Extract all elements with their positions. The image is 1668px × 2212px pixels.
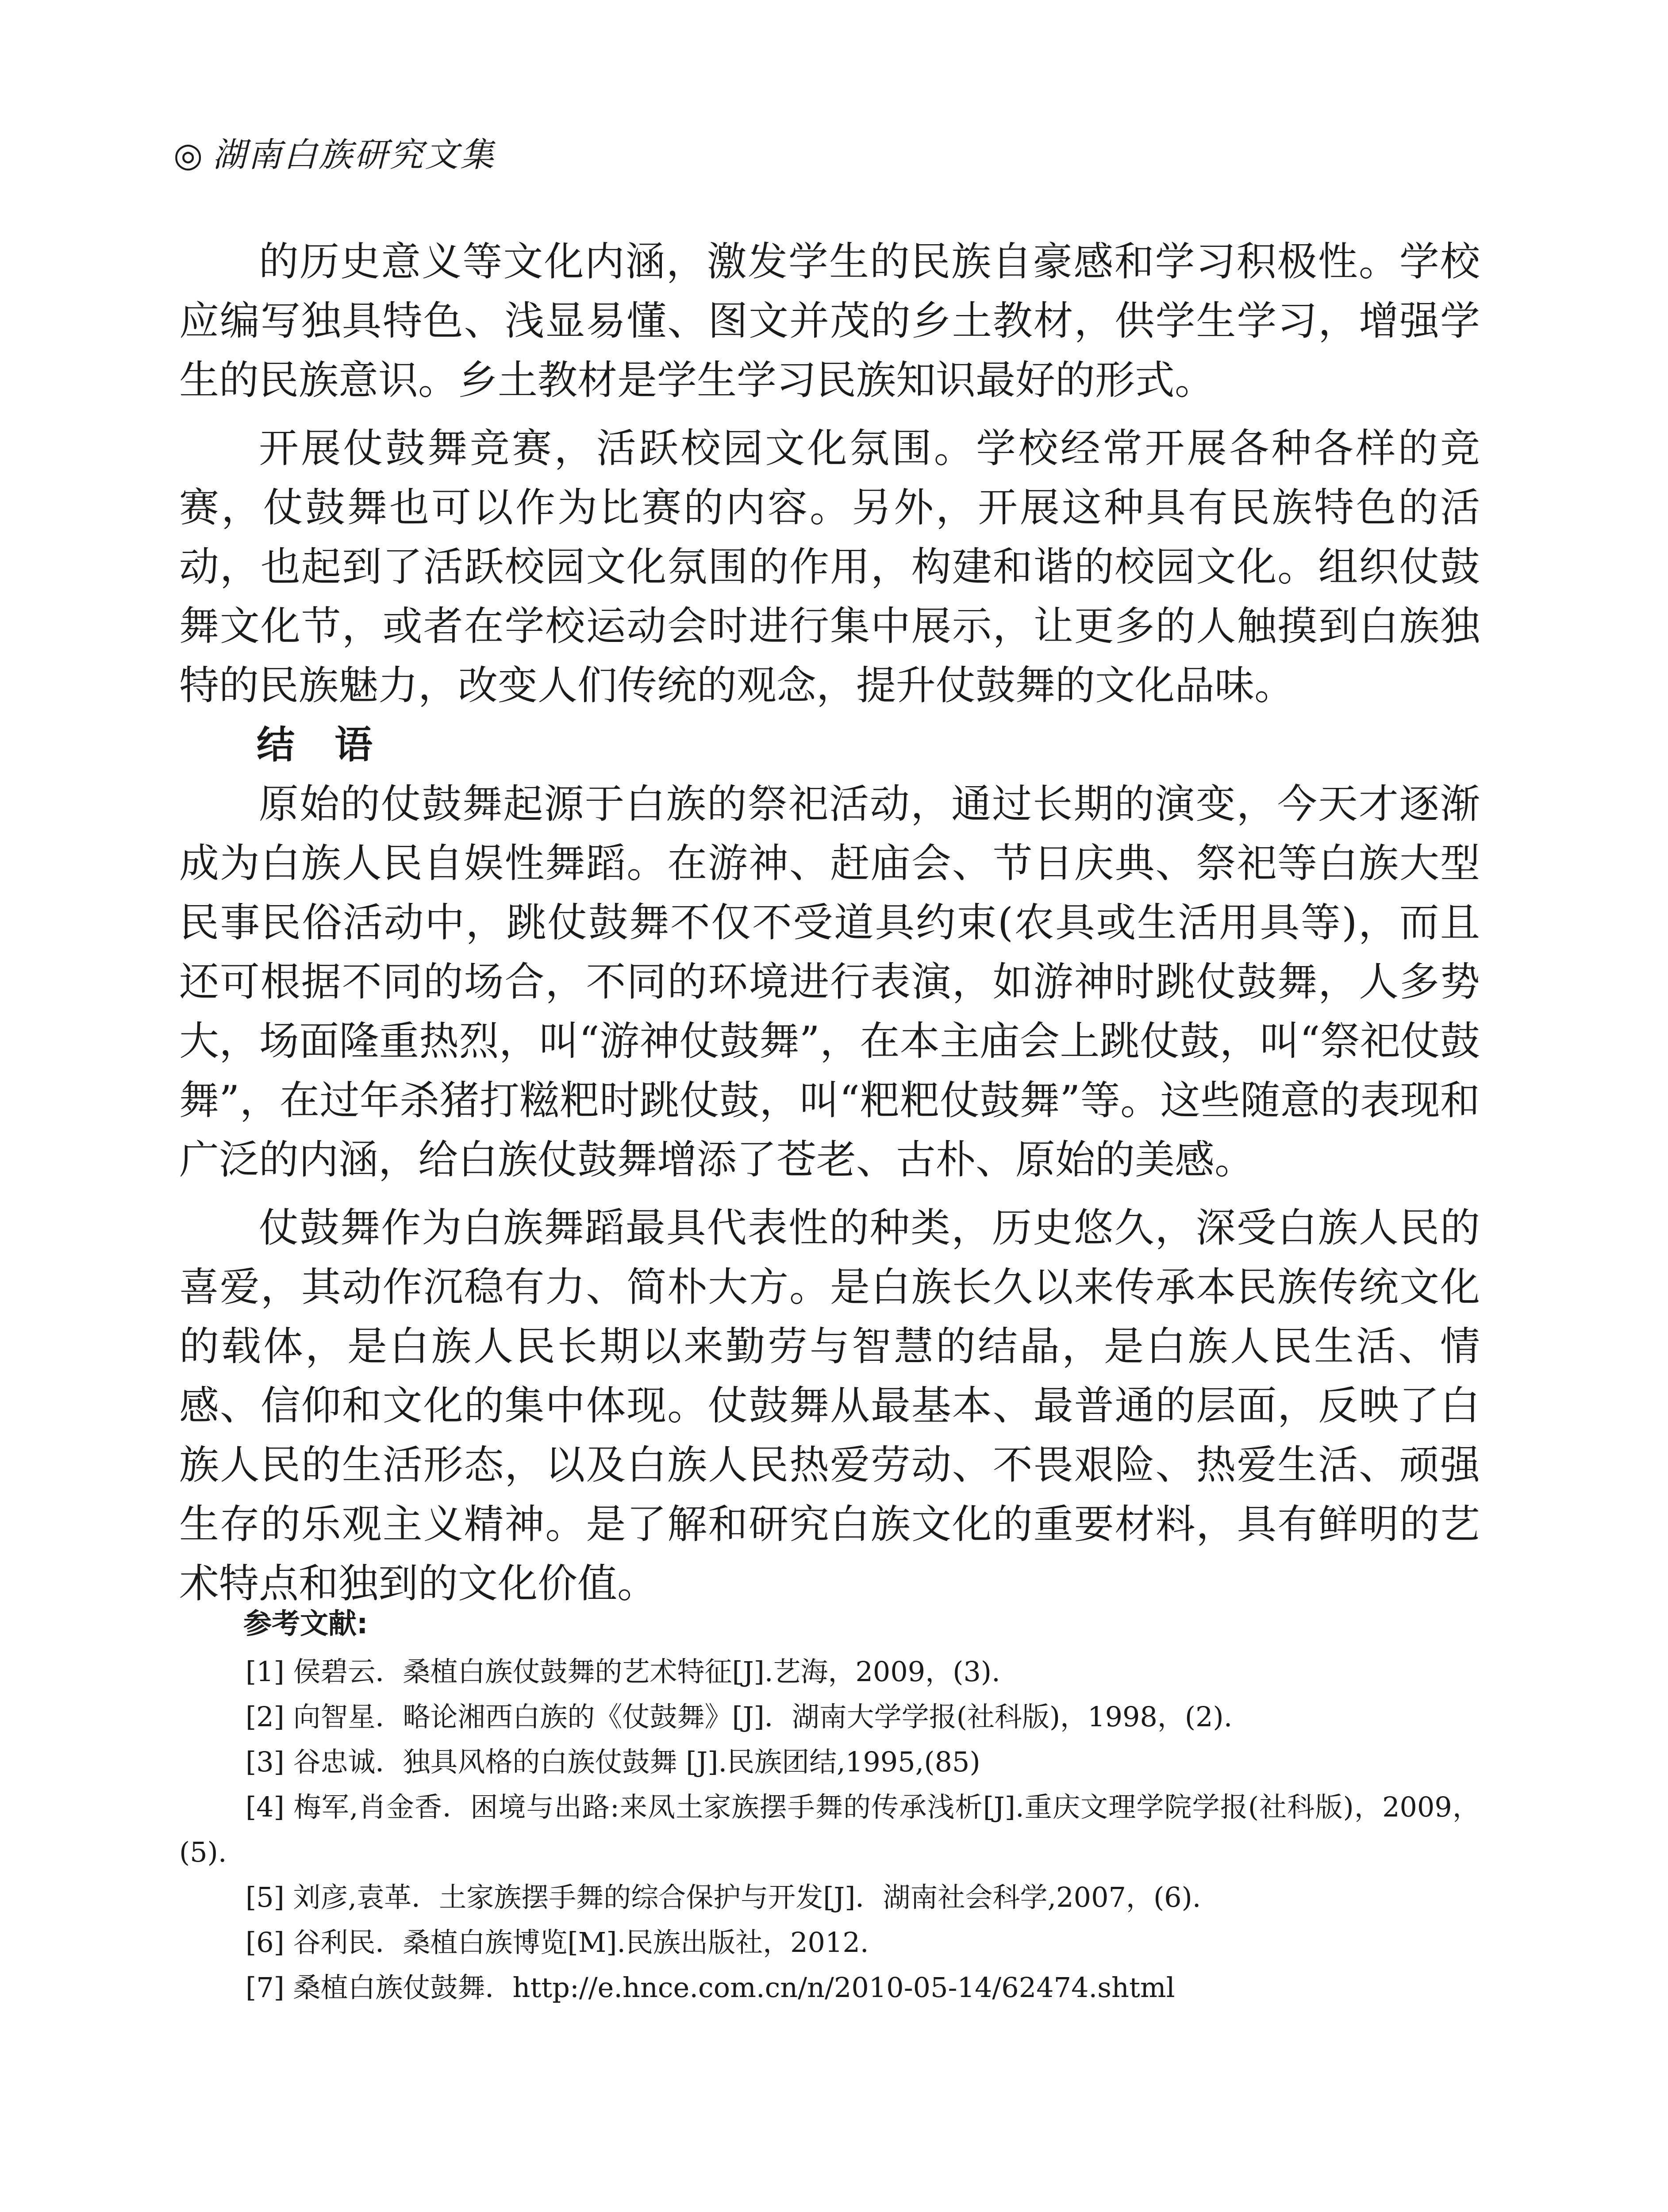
main-text: [179, 232, 1480, 1613]
paragraph: 原始的仗鼓舞起源于白族的祭祀活动，通过长期的演变，今天才逐渐成为白族人民自娱性舞蹈。在游神、赶庙会、节日庆典、祭祀等白族大型民事民俗活动中，跳仗鼓舞不仅不受道具约束(农具或生活用具等)，而且还可根据不同的场合，不同的环境进行表演，如游神时跳仗鼓舞，人多势大，场面隆重热烈，叫“游神仗鼓舞”，在本主庙会上跳仗鼓，叫“祭祀仗鼓舞”，在过年杀猪打糍粑时跳仗鼓，叫“粑粑仗鼓舞”等。这些随意的表现和广泛的内涵，给白族仗鼓舞增添了苍老、古朴、原始的美感。: [179, 781, 1480, 1183]
reference-item: [4] 梅军,肖金香．困境与出路:来凤土家族摆手舞的传承浅析[J].重庆文理学院学报(社科版)，2009，(5).: [179, 1791, 1480, 1868]
section-heading: 结 语: [257, 723, 386, 767]
circle-mark-icon: ◎: [173, 135, 205, 174]
references-title: 参考文献:: [243, 1608, 368, 1640]
references-section: [179, 1601, 1480, 2010]
running-header: [173, 133, 496, 177]
references-list: [179, 1649, 1480, 2010]
reference-item: [6] 谷利民．桑植白族博览[M].民族出版社，2012.: [246, 1926, 869, 1959]
book-title: 湖南白族研究文集: [212, 135, 496, 174]
paragraph: 的历史意义等文化内涵，激发学生的民族自豪感和学习积极性。学校应编写独具特色、浅显易懂、图文并茂的乡土教材，供学生学习，增强学生的民族意识。乡土教材是学生学习民族知识最好的形式。: [179, 238, 1480, 403]
reference-item: [5] 刘彦,袁革．土家族摆手舞的综合保护与开发[J]．湖南社会科学,2007，(6).: [246, 1881, 1201, 1913]
reference-item: [2] 向智星．略论湘西白族的《仗鼓舞》[J]．湖南大学学报(社科版)，1998，(2).: [246, 1701, 1233, 1733]
paragraph: 开展仗鼓舞竞赛，活跃校园文化氛围。学校经常开展各种各样的竞赛，仗鼓舞也可以作为比赛的内容。另外，开展这种具有民族特色的活动，也起到了活跃校园文化氛围的作用，构建和谐的校园文化。组织仗鼓舞文化节，或者在学校运动会时进行集中展示，让更多的人触摸到白族独特的民族魅力，改变人们传统的观念，提升仗鼓舞的文化品味。: [179, 425, 1480, 709]
reference-item: [1] 侯碧云．桑植白族仗鼓舞的艺术特征[J].艺海，2009，(3).: [246, 1655, 1000, 1688]
reference-item: [3] 谷忠诚．独具风格的白族仗鼓舞 [J].民族团结,1995,(85): [246, 1746, 980, 1778]
paragraph: 仗鼓舞作为白族舞蹈最具代表性的种类，历史悠久，深受白族人民的喜爱，其动作沉稳有力、简朴大方。是白族长久以来传承本民族传统文化的载体，是白族人民长期以来勤劳与智慧的结晶，是白族人民生活、情感、信仰和文化的集中体现。仗鼓舞从最基本、最普通的层面，反映了白族人民的生活形态，以及白族人民热爱劳动、不畏艰险、热爱生活、顽强生存的乐观主义精神。是了解和研究白族文化的重要材料，具有鲜明的艺术特点和独到的文化价值。: [179, 1205, 1480, 1607]
reference-item: [7] 桑植白族仗鼓舞．http://e.hnce.com.cn/n/2010-05-14/62474.shtml: [246, 1971, 1175, 2004]
